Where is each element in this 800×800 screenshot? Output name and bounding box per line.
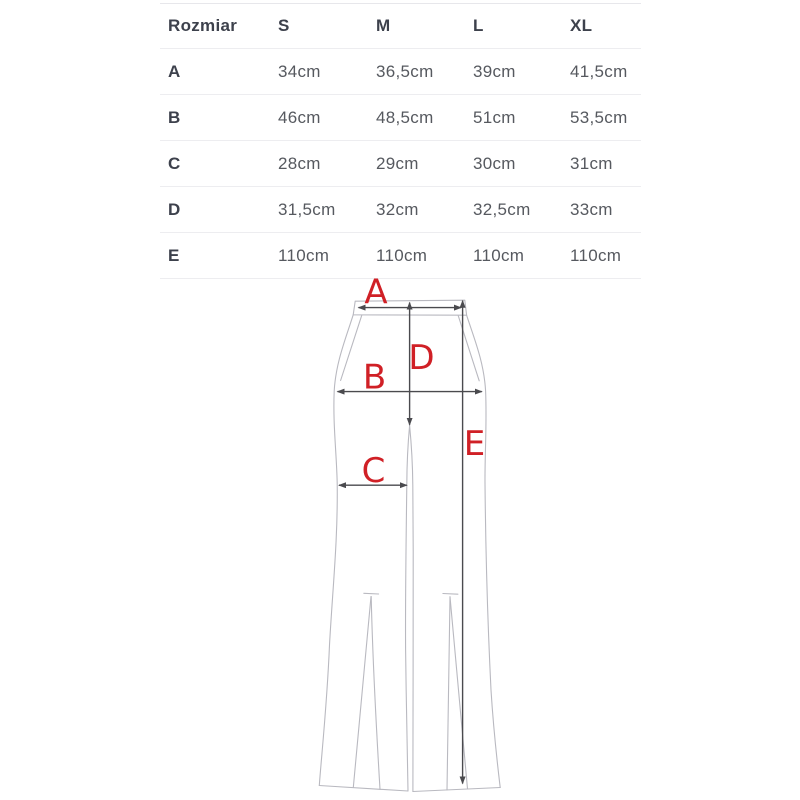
size-cell: 32,5cm [473,199,531,219]
size-cell: 110cm [278,245,330,265]
row-label: D [168,199,181,219]
size-cell: 31cm [570,153,613,173]
size-cell: 34cm [278,61,321,81]
row-label: C [168,153,181,173]
right-hem [413,788,500,792]
left-hem [319,786,408,792]
size-cell: 110cm [570,245,622,265]
size-cell: 29cm [376,153,419,173]
column-header-rozmiar: Rozmiar [168,16,238,35]
left-inner-seam [405,426,409,792]
right-slit-right-line [450,597,468,789]
size-cell: 33cm [570,199,613,219]
row-label: B [168,107,181,127]
right-inner-seam [410,426,414,792]
dimension-label-b: B [362,357,387,398]
column-header-l: L [473,16,484,35]
dimension-labels [362,273,486,492]
size-cell: 31,5cm [278,199,336,219]
dimension-label-a: A [364,272,388,313]
dimension-label-c: C [361,451,386,491]
size-cell: 36,5cm [376,61,434,81]
size-cell: 46cm [278,107,321,127]
left-slit-top [364,593,379,594]
size-cell: 110cm [376,245,428,265]
row-label: A [168,61,181,81]
row-label: E [168,245,180,265]
right-pocket-line [458,316,479,381]
right-slit-left-line [447,597,450,790]
left-pocket-line [341,315,362,380]
size-cell: 53,5cm [570,107,628,127]
right-slit-top [443,594,458,595]
dimension-label-d: D [408,338,435,378]
size-cell: 110cm [473,245,525,265]
column-header-xl: XL [570,16,593,35]
column-header-m: M [376,16,391,35]
right-outer-seam [467,315,501,787]
size-cell: 32cm [376,199,419,219]
left-slit-left-line [353,597,371,788]
column-header-s: S [278,16,290,35]
size-cell: 28cm [278,153,321,173]
left-outer-seam [319,315,353,786]
left-slit-right-line [371,597,380,790]
size-cell: 41,5cm [570,61,628,81]
size-cell: 51cm [473,107,516,127]
dimension-label-e: E [463,424,486,464]
size-cell: 30cm [473,153,516,173]
size-cell: 48,5cm [376,107,434,127]
size-cell: 39cm [473,61,516,81]
